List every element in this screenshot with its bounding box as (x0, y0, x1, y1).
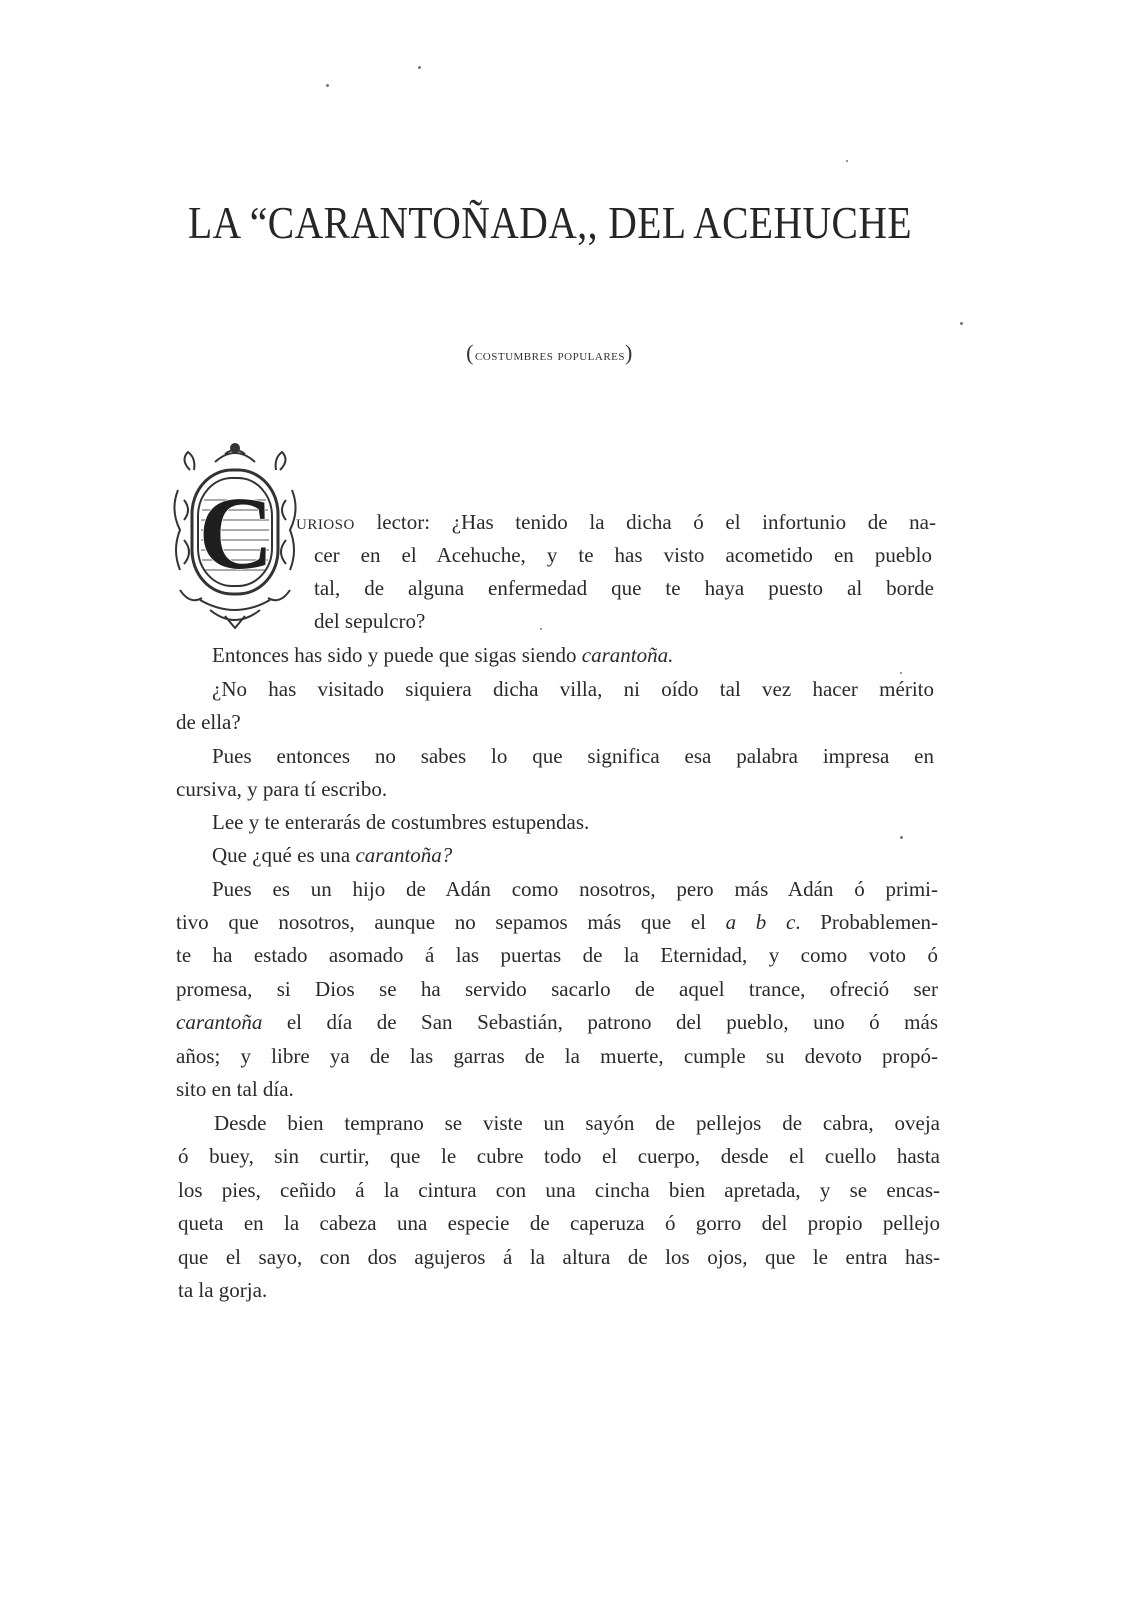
text-line: de ella? (176, 710, 241, 734)
subtitle-text: costumbres populares (474, 348, 626, 364)
text-line: cer en el Acehuche, y te has visto acometido en pueblo (314, 543, 932, 567)
page-subtitle (0, 340, 1100, 366)
dropcap-letter: C (198, 476, 274, 591)
lead-word: urioso (296, 510, 355, 534)
text-line (296, 506, 936, 539)
text-line: Pues es un hijo de Adán como nosotros, pero más Adán ó primi- (212, 877, 938, 901)
text-line: sito en tal día. (176, 1077, 294, 1101)
text-line: Lee y te enterarás de costumbres estupendas. (212, 810, 590, 834)
scan-speck (418, 66, 421, 69)
text-line: ó buey, sin curtir, que le cubre todo el cuerpo, desde el cuello hasta (178, 1144, 940, 1168)
text-run: Que ¿qué es una (212, 843, 356, 867)
text-line: Pues entonces no sabes lo que significa esa palabra impresa en (212, 744, 934, 768)
text-run: lector: ¿Has tenido la dicha ó el infortunio de na- (354, 510, 936, 534)
text-line: te ha estado asomado á las puertas de la Eternidad, y como voto ó (176, 943, 938, 967)
text-line: que el sayo, con dos agujeros á la altura de los ojos, que le entra has- (178, 1245, 940, 1269)
italic-word: a b c (725, 910, 796, 934)
italic-word: carantoña. (581, 643, 674, 667)
text-run: . Probablemen- (795, 910, 939, 934)
text-line: ta la gorja. (178, 1278, 268, 1302)
text-line (176, 1006, 938, 1039)
text-line: años; y libre ya de las garras de la muerte, cumple su devoto propó- (176, 1044, 938, 1068)
text-line: del sepulcro? (314, 609, 426, 633)
scan-speck (846, 160, 848, 162)
text-line (212, 639, 673, 672)
text-line: tal, de alguna enfermedad que te haya puesto al borde (314, 576, 934, 600)
scan-speck (960, 322, 963, 325)
text-line: los pies, ceñido á la cintura con una cincha bien apretada, y se encas- (178, 1178, 940, 1202)
text-line: ¿No has visitado siquiera dicha villa, ni oído tal vez hacer mérito (212, 677, 934, 701)
scan-speck (540, 628, 542, 630)
text-line (176, 906, 938, 939)
text-run: el día de San Sebastián, patrono del pueblo, uno ó más (262, 1010, 938, 1034)
text-line: cursiva, y para tí escribo. (176, 777, 388, 801)
page-title: LA “CARANTOÑADA,, DEL ACEHUCHE (188, 197, 912, 248)
subtitle-close-paren: ) (625, 340, 634, 365)
subtitle-open-paren: ( (466, 340, 475, 365)
text-line (212, 839, 452, 872)
text-line: Desde bien temprano se viste un sayón de pellejos de cabra, oveja (214, 1111, 940, 1135)
text-run: tivo que nosotros, aunque no sepamos más que el (176, 910, 726, 934)
text-run: Entonces has sido y puede que sigas siendo (212, 643, 582, 667)
scan-speck (326, 84, 329, 87)
italic-word: carantoña (176, 1010, 263, 1034)
scan-speck (900, 836, 903, 839)
text-line: queta en la cabeza una especie de caperuza ó gorro del propio pellejo (178, 1211, 940, 1235)
scan-speck (900, 672, 902, 674)
italic-word: carantoña? (355, 843, 453, 867)
ornamental-dropcap-icon (170, 440, 300, 630)
text-line: promesa, si Dios se ha servido sacarlo de aquel trance, ofreció ser (176, 977, 938, 1001)
